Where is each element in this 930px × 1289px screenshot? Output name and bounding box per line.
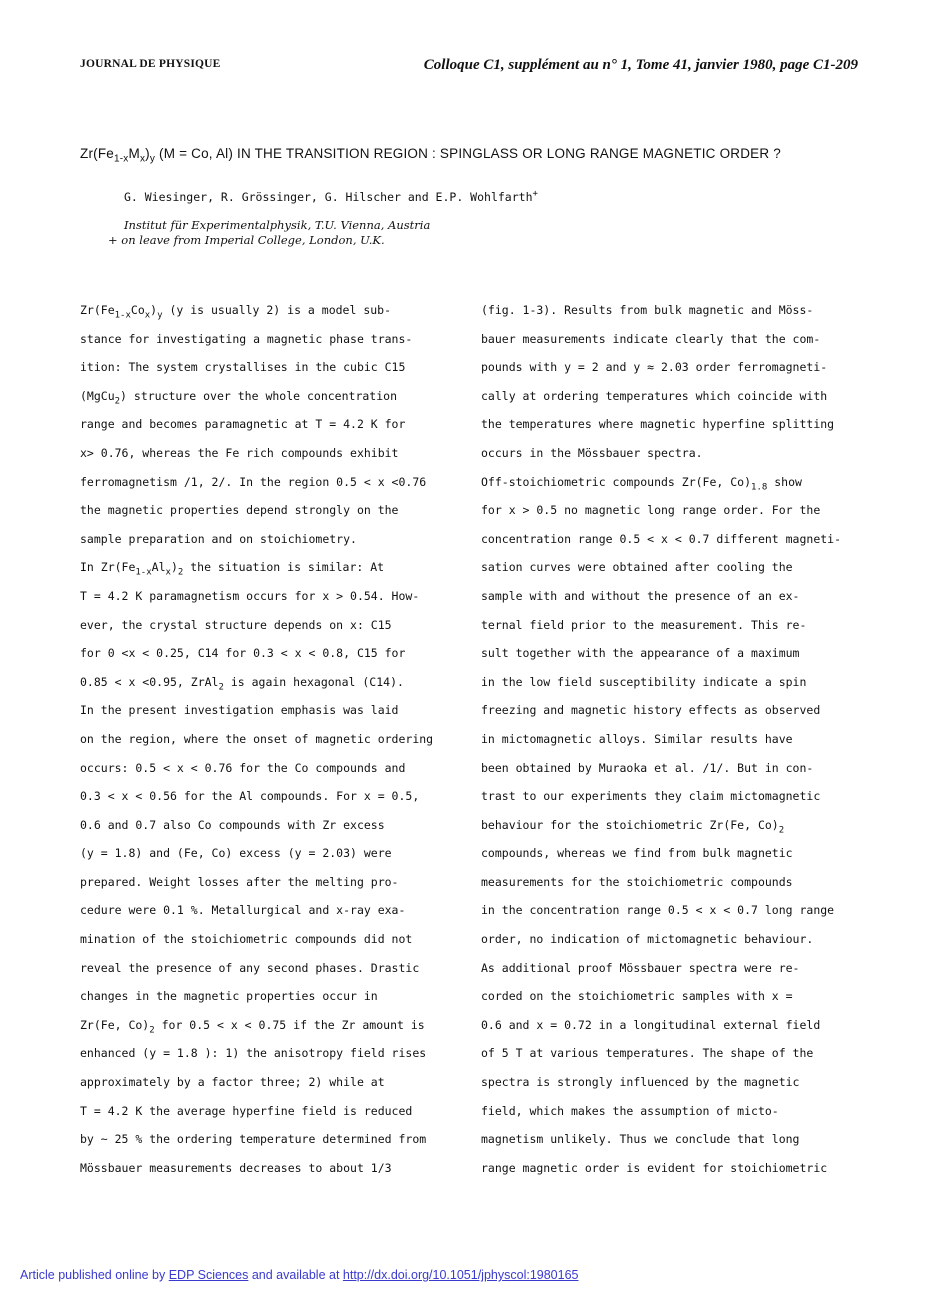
text-line: sult together with the appearance of a maximum (481, 646, 800, 661)
text-line: behaviour for the stoichiometric Zr(Fe, $Co)_2$ (481, 817, 785, 835)
text-line: bauer measurements indicate clearly that the com- (481, 331, 821, 346)
text-line: (MgCu$_2$) structure over the whole concentration (80, 388, 397, 407)
text-line: 0.6 and 0.7 also Co compounds with Zr excess (80, 817, 385, 832)
publication-footer: Article published online by EDP Sciences and available at http://dx.doi.org/10.1051/jphyscol:1980165 (20, 1268, 579, 1282)
edp-sciences-link[interactable]: EDP Sciences (168, 1268, 249, 1282)
text-line: freezing and magnetic history effects as observed (481, 703, 821, 718)
text-line: order, no indication of mictomagnetic behaviour. (481, 932, 814, 947)
text-line: field, which makes the assumption of micto- (481, 1103, 779, 1118)
text-line: on the region, where the onset of magnetic ordering (80, 731, 434, 746)
text-line: mination of the stoichiometric compounds did not (80, 932, 413, 947)
affiliations (108, 218, 431, 248)
text-line: range magnetic order is evident for stoichiometric (481, 1160, 828, 1175)
text-line: measurements for the stoichiometric compounds (481, 874, 793, 889)
text-line: pounds with y = 2 and y ≈ 2.03 order ferromagneti- (481, 360, 828, 375)
affiliation-line: + on leave from Imperial College, London, U.K. (108, 233, 385, 247)
text-line: ternal field prior to the measurement. This re- (481, 617, 807, 632)
text-line: Zr(Fe, $Co)_2$ for 0.5 < x < 0.75 if the Zr amount is (80, 1017, 425, 1036)
text-line: sample with and without the presence of an ex- (481, 588, 800, 603)
text-line: of 5 T at various temperatures. The shape of the (481, 1046, 814, 1061)
text-line: Off-stoichiometric compounds Zr(Fe, $Co)_{1.8}$ show (481, 474, 802, 492)
text-line: range and becomes paramagnetic at T = 4.2 K for (80, 417, 406, 432)
text-line: T = 4.2 K the average hyperfine field is reduced (80, 1103, 413, 1118)
text-line: occurs: 0.5 < x < 0.76 for the Co compounds and (80, 760, 406, 775)
author-list: G. Wiesinger, R. Grössinger, G. Hilscher and E.P. Wohlfarth+ (124, 189, 538, 204)
text-line: for 0 <x < 0.25, C14 for 0.3 < x < 0.8, C15 for (80, 646, 406, 661)
left-column (80, 300, 460, 1186)
journal-name: JOURNAL DE PHYSIQUE (80, 58, 221, 70)
text-line: magnetism unlikely. Thus we conclude that long (481, 1132, 800, 1147)
text-line: concentration range 0.5 < x < 0.7 different magneti- (481, 531, 842, 546)
colloque-reference: Colloque C1, supplément au n° 1, Tome 41, janvier 1980, page C1-209 (423, 57, 858, 73)
text-line: x> 0.76, whereas the Fe rich compounds exhibit (80, 445, 399, 460)
text-line: the magnetic properties depend strongly on the (80, 503, 399, 518)
text-line: $Zr(Fe_{1-x}Co_x)_y$ (y is usually 2) is a model sub- (80, 303, 392, 321)
text-line: 0.6 and x = 0.72 in a longitudinal external field (481, 1017, 821, 1032)
affiliation-line: Institut für Experimentalphysik, T.U. Vienna, Austria (124, 218, 431, 232)
text-line: the temperatures where magnetic hyperfine splitting (481, 417, 835, 432)
text-line: (y = 1.8) and (Fe, Co) excess (y = 2.03) were (80, 846, 392, 861)
text-line: In $Zr(Fe_{1-x}Al_x)_2$ the situation is similar: At (80, 560, 385, 578)
text-line: enhanced (y = 1.8 ): 1) the anisotropy field rises (80, 1046, 427, 1061)
doi-link[interactable]: http://dx.doi.org/10.1051/jphyscol:1980165 (342, 1268, 579, 1282)
text-line: sample preparation and on stoichiometry. (80, 531, 357, 546)
text-line: approximately by a factor three; 2) while at (80, 1075, 385, 1090)
text-line: T = 4.2 K paramagnetism occurs for x > 0.54. How- (80, 588, 420, 603)
text-line: by ~ 25 % the ordering temperature determined from (80, 1132, 427, 1147)
text-line: for x > 0.5 no magnetic long range order. For the (481, 503, 821, 518)
text-line: Mössbauer measurements decreases to about 1/3 (80, 1160, 392, 1175)
text-line: compounds, whereas we find from bulk magnetic (481, 846, 793, 861)
text-line: ferromagnetism /1, 2/. In the region 0.5 < x <0.76 (80, 474, 427, 489)
text-line: in the low field susceptibility indicate a spin (481, 674, 807, 689)
paper-title: $Zr(Fe_{1-x}M_x)_y$ (M = Co, Al) IN THE TRANSITION REGION : SPINGLASS OR LONG RANGE MAGNETIC ORDER ? (80, 146, 781, 165)
text-line: corded on the stoichiometric samples with x = (481, 989, 793, 1004)
text-line: occurs in the Mössbauer spectra. (481, 445, 703, 460)
text-line: trast to our experiments they claim mictomagnetic (481, 789, 821, 804)
text-line: sation curves were obtained after cooling the (481, 560, 793, 575)
text-line: In the present investigation emphasis was laid (80, 703, 399, 718)
text-line: stance for investigating a magnetic phase trans- (80, 331, 413, 346)
text-line: cally at ordering temperatures which coincide with (481, 388, 828, 403)
text-line: ition: The system crystallises in the cubic C15 (80, 360, 406, 375)
text-line: As additional proof Mössbauer spectra were re- (481, 960, 800, 975)
text-line: cedure were 0.1 %. Metallurgical and x-ray exa- (80, 903, 406, 918)
text-line: ever, the crystal structure depends on x: C15 (80, 617, 392, 632)
right-column (481, 300, 861, 1186)
text-line: in the concentration range 0.5 < x < 0.7 long range (481, 903, 835, 918)
text-line: been obtained by Muraoka et al. /1/. But in con- (481, 760, 814, 775)
text-line: spectra is strongly influenced by the magnetic (481, 1075, 800, 1090)
text-line: 0.3 < x < 0.56 for the Al compounds. For x = 0.5, (80, 789, 420, 804)
text-line: 0.85 < x <0.95, ZrAl$_2$ is again hexagonal (C14). (80, 674, 404, 693)
text-line: in mictomagnetic alloys. Similar results have (481, 731, 793, 746)
text-line: (fig. 1-3). Results from bulk magnetic and Möss- (481, 303, 814, 317)
text-line: changes in the magnetic properties occur in (80, 989, 378, 1004)
text-line: prepared. Weight losses after the melting pro- (80, 874, 399, 889)
author-footnote-mark: + (532, 189, 538, 199)
text-line: reveal the presence of any second phases. Drastic (80, 960, 420, 975)
